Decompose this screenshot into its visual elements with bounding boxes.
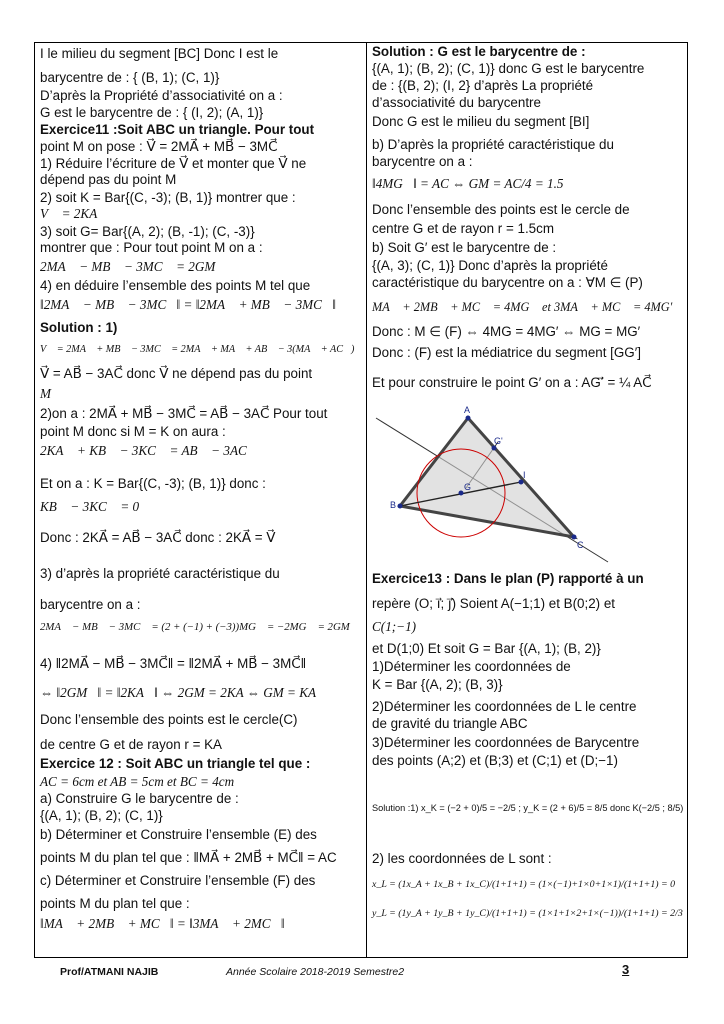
point-g (459, 491, 464, 496)
right-text-line: d’associativité du barycentre (372, 95, 541, 110)
right-text-line: Donc l’ensemble des points est le cercle de (372, 202, 630, 217)
left-text-line: dépend pas du point M (40, 172, 177, 187)
left-text-line: KB⃗ − 3KC⃗ = 0⃗ (40, 499, 150, 514)
point-a (466, 416, 471, 421)
left-text-line: ‖MA⃗ + 2MB⃗ + MC⃗‖ = ‖3MA⃗ + 2MC⃗‖ (40, 916, 285, 931)
left-text-line: 3) d’après la propriété caractéristique du (40, 566, 280, 581)
label-gp: G' (494, 436, 503, 446)
right-text-line: 2)Déterminer les coordonnées de L le centre (372, 699, 637, 714)
point-i (519, 480, 524, 485)
left-text-line: Et on a : K = Bar{(C, -3); (B, 1)} donc : (40, 476, 266, 491)
left-text-line: 2)on a : 2MA⃗ + MB⃗ − 3MC⃗ = AB⃗ − 3AC⃗ Pour tout (40, 406, 328, 421)
right-text-line: Solution :1) x_K = (−2 + 0)/5 = −2/5 ; y_K = (2 + 6)/5 = 8/5 donc K(−2/5 ; 8/5) (372, 803, 684, 813)
left-text-line: Exercice 12 : Soit ABC un triangle tel que : (40, 756, 311, 771)
left-text-line: D’après la Propriété d’associativité on a : (40, 88, 283, 103)
left-text-line: Donc : 2KA⃗ = AB⃗ − 3AC⃗ donc : 2KA⃗ = V⃗ (40, 530, 276, 545)
left-text-line: V⃗ = AB⃗ − 3AC⃗ donc V⃗ ne dépend pas du point (40, 366, 313, 381)
left-text-line: 2MA⃗ − MB⃗ − 3MC⃗ = (2 + (−1) + (−3))MG⃗ = −2MG⃗ = 2GM⃗ (40, 621, 359, 633)
left-text-line: 2) soit K = Bar{(C, -3); (B, 1)} montrer que : (40, 190, 296, 205)
point-gp (492, 446, 497, 451)
right-text-line: de : {(B, 2); (I, 2} d’après La propriété (372, 78, 594, 93)
right-text-line: b) D’après la propriété caractéristique du (372, 137, 614, 152)
right-text-line: Donc : M ∈ (F) ⇔ 4MG = 4MG′ ⇔ MG = MG′ (372, 324, 641, 339)
left-text-line: 1) Réduire l’écriture de V⃗ et monter que V⃗ ne (40, 156, 307, 171)
label-b: B (390, 500, 397, 510)
left-text-line: barycentre on a : (40, 597, 141, 612)
right-text-line: centre G et de rayon r = 1.5cm (372, 221, 554, 236)
left-text-line: b) Déterminer et Construire l’ensemble (E) des (40, 827, 317, 842)
left-text-line: ⇔ ‖2GM⃗‖ = ‖2KA⃗‖ ⇔ 2GM = 2KA ⇔ GM = KA (40, 685, 317, 700)
right-text-line: C(1;−1) (372, 619, 417, 634)
right-text-line: de gravité du triangle ABC (372, 716, 528, 731)
right-text-line: Donc : (F) est la médiatrice du segment [GG′] (372, 345, 641, 360)
label-c: C (577, 540, 584, 550)
right-text-line: Solution : G est le barycentre de : (372, 44, 586, 59)
left-text-line: V⃗ = 2KA⃗ (40, 206, 108, 221)
right-text-line: Donc G est le milieu du segment [BI] (372, 114, 590, 129)
left-text-line: 2KA⃗ + KB⃗ − 3KC⃗ = AB⃗ − 3AC⃗ (40, 443, 258, 458)
label-g: G (464, 482, 472, 492)
left-text-line: montrer que : Pour tout point M on a : (40, 240, 263, 255)
right-text-line: {(A, 3); (C, 1)} Donc d’après la propriété (372, 258, 608, 273)
column-divider (366, 42, 367, 958)
left-text-line: V⃗ = 2MA⃗ + MB⃗ − 3MC⃗ = 2MA⃗ + MA⃗ + AB⃗ − 3(MA⃗ + AC⃗) (40, 344, 355, 355)
left-text-line: 4) ‖2MA⃗ − MB⃗ − 3MC⃗‖ = ‖2MA⃗ + MB⃗ − 3MC⃗‖ (40, 656, 307, 671)
left-text-line: M (40, 386, 51, 401)
footer-author: Prof/ATMANI NAJIB (60, 966, 159, 978)
left-text-line: Solution : 1) (40, 320, 118, 335)
left-text-line: a) Construire G le barycentre de : (40, 791, 239, 806)
left-text-line: c) Déterminer et Construire l’ensemble (F) des (40, 873, 316, 888)
left-text-line: G est le barycentre de : { (I, 2); (A, 1)} (40, 105, 264, 120)
right-text-line: ‖4MG⃗‖ = AC ⇔ GM = AC/4 = 1.5 (372, 176, 564, 191)
right-text-line: 3)Déterminer les coordonnées de Barycentre (372, 735, 640, 750)
left-text-line: Exercice11 :Soit ABC un triangle. Pour tout (40, 122, 315, 137)
left-text-line: Donc l’ensemble des points est le cercle(C) (40, 712, 298, 727)
right-text-line: barycentre on a : (372, 154, 473, 169)
right-text-line: des points (A;2) et (B;3) et (C;1) et (D;−1) (372, 753, 618, 768)
right-text-line: {(A, 1); (B, 2); (C, 1)} donc G est le barycentre (372, 61, 645, 76)
left-text-line: AC = 6cm et AB = 5cm et BC = 4cm (40, 774, 235, 789)
right-text-line: b) Soit G′ est le barycentre de : (372, 240, 557, 255)
left-text-line: 4) en déduire l’ensemble des points M tel que (40, 278, 311, 293)
point-c (572, 535, 577, 540)
right-text-line: et D(1;0) Et soit G = Bar {(A, 1); (B, 2)} (372, 641, 601, 656)
left-text-line: barycentre de : { (B, 1); (C, 1)} (40, 70, 220, 85)
left-text-line: I le milieu du segment [BC] Donc I est le (40, 46, 279, 61)
footer-page-number: 3 (622, 962, 630, 977)
right-text-line: K = Bar {(A, 2); (B, 3)} (372, 677, 503, 692)
left-text-line: {(A, 1); (B, 2); (C, 1)} (40, 808, 163, 823)
right-text-line: caractéristique du barycentre on a : ∀M ∈ (P) (372, 275, 643, 290)
footer-year: Année Scolaire 2018-2019 Semestre2 (226, 966, 405, 978)
label-a: A (464, 405, 471, 415)
left-text-line: points M du plan tel que : ‖MA⃗ + 2MB⃗ + MC⃗‖ = AC (40, 850, 337, 865)
right-text-line: Et pour construire le point G′ on a : AG′⃗ = ¼ AC⃗ (372, 375, 652, 390)
right-text-line: x_L = (1x_A + 1x_B + 1x_C)/(1+1+1) = (1×(−1)+1×0+1×1)/(1+1+1) = 0 (372, 879, 676, 890)
left-text-line: 3) soit G= Bar{(A, 2); (B, -1); (C, -3)} (40, 224, 255, 239)
triangle-figure (372, 404, 682, 564)
left-text-line: ‖2MA⃗ − MB⃗ − 3MC⃗‖ = ‖2MA⃗ + MB⃗ − 3MC⃗‖ (40, 297, 336, 312)
left-text-line: 2MA⃗ − MB⃗ − 3MC⃗ = 2GM⃗ (40, 259, 226, 274)
right-text-line: repère (O; i⃗; j⃗) Soient A(−1;1) et B(0;2) et (372, 596, 615, 611)
right-text-line: MA⃗ + 2MB⃗ + MC⃗ = 4MG⃗ et 3MA⃗ + MC⃗ = 4MG′⃗ (372, 300, 682, 314)
right-text-line: y_L = (1y_A + 1y_B + 1y_C)/(1+1+1) = (1×1+1×2+1×(−1))/(1+1+1) = 2/3 (372, 908, 683, 919)
left-text-line: points M du plan tel que : (40, 896, 190, 911)
right-text-line: 2) les coordonnées de L sont : (372, 851, 552, 866)
right-text-line: 1)Déterminer les coordonnées de (372, 659, 571, 674)
right-text-line: Exercice13 : Dans le plan (P) rapporté à un (372, 571, 644, 586)
left-text-line: point M on pose : V⃗ = 2MA⃗ + MB⃗ − 3MC⃗ (40, 139, 278, 154)
label-i: I (523, 470, 526, 480)
point-b (398, 504, 403, 509)
left-text-line: point M donc si M = K on aura : (40, 424, 226, 439)
left-text-line: de centre G et de rayon r = KA (40, 737, 222, 752)
